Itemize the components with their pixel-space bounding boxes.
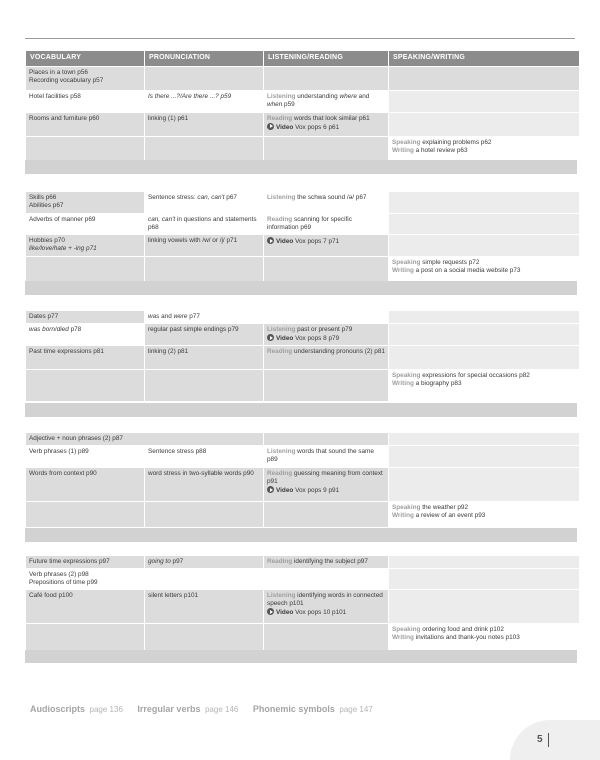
pron-cell: was and were p77	[145, 311, 263, 324]
header-vocabulary: VOCABULARY	[26, 51, 144, 67]
phonemic-symbols-link[interactable]: Phonemic symbols	[252, 704, 335, 714]
table-row	[26, 113, 579, 137]
unit-9-table	[25, 556, 580, 652]
table-row	[26, 446, 579, 468]
reading-cell: Reading words that look similar p61 Video Vox pops 6 p61	[264, 113, 388, 137]
vocab-cell: Adverbs of manner p69	[26, 214, 144, 235]
vocab-cell: Café food p100	[26, 590, 144, 624]
vocab-cell: Dates p77	[26, 311, 144, 324]
table-row	[26, 214, 579, 235]
table-row	[26, 502, 579, 528]
table-row	[26, 346, 579, 370]
table-row	[26, 370, 579, 402]
page-curl	[510, 720, 600, 760]
play-icon[interactable]	[267, 608, 274, 615]
vocab-cell: Adjective + noun phrases (2) p87	[26, 433, 263, 446]
unit-divider	[25, 160, 577, 174]
reading-cell: Reading identifying the subject p97	[264, 556, 388, 569]
unit-divider	[25, 650, 577, 663]
table-row	[26, 67, 579, 91]
table-row	[26, 624, 579, 652]
unit-divider	[25, 403, 577, 417]
table-row	[26, 324, 579, 346]
vocab-cell: Verb phrases (2) p98 Prepositions of time p99	[26, 569, 144, 590]
top-rule	[25, 38, 575, 39]
header-speaking-writing: SPEAKING/WRITING	[389, 51, 579, 67]
pron-cell: Sentence stress: can, can't p67	[145, 192, 263, 214]
speaking-cell: Speaking expressions for special occasions p82 Writing a biography p83	[389, 370, 579, 402]
vocab-cell: Past time expressions p81	[26, 346, 144, 370]
listening-cell: Listening words that sound the same p89	[264, 446, 388, 468]
play-icon[interactable]	[267, 237, 274, 244]
table-row	[26, 311, 579, 324]
vocab-cell: was born/died p78	[26, 324, 144, 346]
table-row	[26, 556, 579, 569]
pron-cell: word stress in two-syllable words p90	[145, 468, 263, 502]
pron-cell: silent letters p101	[145, 590, 263, 624]
pron-cell: Sentence stress p88	[145, 446, 263, 468]
pron-cell: going to p97	[145, 556, 263, 569]
speaking-cell: Speaking ordering food and drink p102 Writing invitations and thank-you notes p103	[389, 624, 579, 652]
speaking-cell: Speaking the weather p92 Writing a review of an event p93	[389, 502, 579, 528]
vocab-cell: Future time expressions p97	[26, 556, 144, 569]
play-icon[interactable]	[267, 123, 274, 130]
pron-cell: linking (2) p81	[145, 346, 263, 370]
unit-divider	[25, 281, 577, 295]
footer-links: Audioscripts page 136 Irregular verbs page 146 Phonemic symbols page 147	[30, 704, 373, 714]
video-cell: Video Vox pops 7 p71	[264, 235, 388, 257]
vocab-cell: Places in a town p56 Recording vocabulary p57	[26, 67, 144, 91]
page-number-bar	[548, 733, 549, 747]
unit-divider	[25, 528, 577, 542]
unit-5-table	[25, 51, 580, 169]
pron-cell: linking vowels with /w/ or /j/ p71	[145, 235, 263, 257]
unit-8-table	[25, 433, 580, 528]
vocab-cell: Rooms and furniture p60	[26, 113, 144, 137]
table-row	[26, 433, 579, 446]
unit-6-table	[25, 192, 580, 287]
play-icon[interactable]	[267, 486, 274, 493]
pron-cell: Is there ...?/Are there ...? p59	[145, 91, 263, 113]
pron-cell: linking (1) p61	[145, 113, 263, 137]
table-row	[26, 569, 579, 590]
vocab-cell: Hobbies p70 like/love/hate + -ing p71	[26, 235, 144, 257]
table-row	[26, 235, 579, 257]
pron-cell: regular past simple endings p79	[145, 324, 263, 346]
vocab-cell: Verb phrases (1) p89	[26, 446, 144, 468]
audioscripts-link[interactable]: Audioscripts	[30, 704, 86, 714]
table-row	[26, 192, 579, 214]
reading-cell: Reading scanning for specific information p69	[264, 214, 388, 235]
table-row	[26, 590, 579, 624]
table-row	[26, 91, 579, 113]
vocab-cell: Hotel facilities p58	[26, 91, 144, 113]
table-row	[26, 468, 579, 502]
listening-cell: Listening identifying words in connected speech p101 Video Vox pops 10 p101	[264, 590, 388, 624]
reading-cell: Reading understanding pronouns (2) p81	[264, 346, 388, 370]
speaking-cell: Speaking simple requests p72 Writing a post on a social media website p73	[389, 257, 579, 287]
vocab-cell: Skills p66 Abilities p67	[26, 192, 144, 214]
pron-cell: can, can't in questions and statements p68	[145, 214, 263, 235]
vocab-cell: Words from context p90	[26, 468, 144, 502]
unit-7-table	[25, 311, 580, 402]
listening-cell: Listening past or present p79 Video Vox pops 8 p79	[264, 324, 388, 346]
header-pronunciation: PRONUNCIATION	[145, 51, 263, 67]
page-number: 5	[537, 734, 543, 745]
listening-cell: Listening the schwa sound /ə/ p67	[264, 192, 388, 214]
listening-cell: Listening understanding where and when p59	[264, 91, 388, 113]
irregular-verbs-link[interactable]: Irregular verbs	[137, 704, 201, 714]
header-listening-reading: LISTENING/READING	[264, 51, 388, 67]
table-header	[26, 51, 579, 67]
play-icon[interactable]	[267, 334, 274, 341]
reading-cell: Reading guessing meaning from context p91 Video Vox pops 9 p91	[264, 468, 388, 502]
speaking-cell: Speaking explaining problems p62 Writing a hotel review p63	[389, 137, 579, 169]
